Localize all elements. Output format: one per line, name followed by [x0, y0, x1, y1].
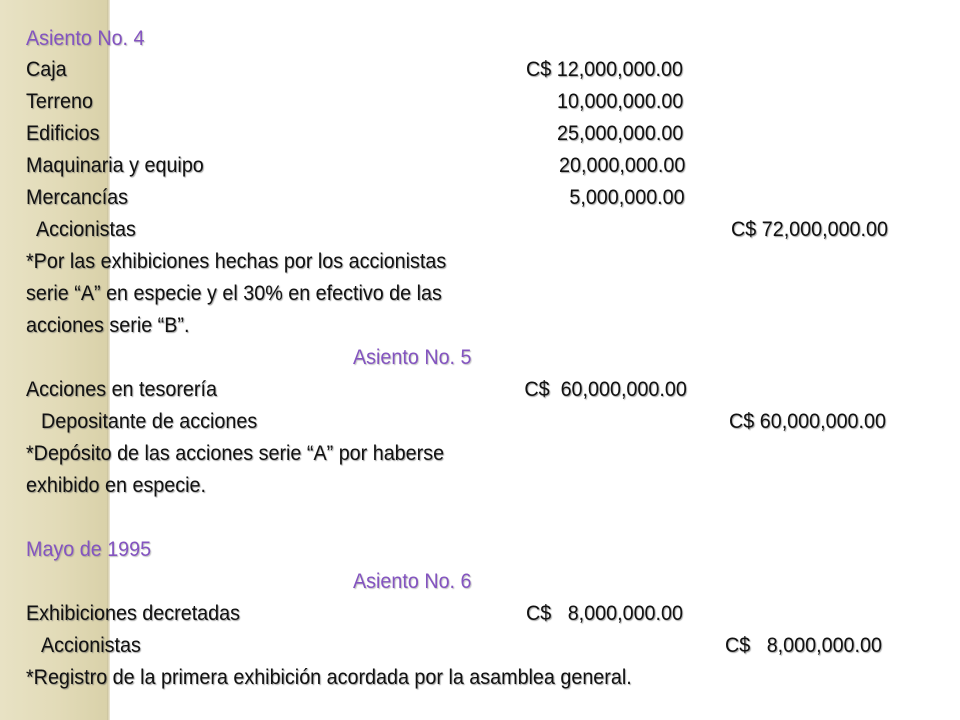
entry4-title: Asiento No. 4 — [26, 27, 145, 50]
entry5-debit-amount: C$ 60,000,000.00 — [524, 378, 687, 401]
entry4-credit-account: Accionistas — [36, 218, 136, 241]
entry5-note-line: exhibido en especie. — [26, 474, 206, 497]
entry4-credit-amount: C$ 72,000,000.00 — [731, 218, 888, 241]
entry4-account-edificios: Edificios — [26, 122, 100, 145]
entry4-debit-maquinaria: 20,000,000.00 — [558, 154, 685, 177]
entry6-debit-amount: C$ 8,000,000.00 — [526, 602, 683, 625]
entry4-note-line: *Por las exhibiciones hechas por los accionistas — [26, 250, 447, 273]
entry4-account-terreno: Terreno — [26, 90, 93, 113]
entry5-credit-account: Depositante de acciones — [41, 410, 258, 433]
entry5-title: Asiento No. 5 — [353, 346, 472, 369]
entry5-note-line: *Depósito de las acciones serie “A” por haberse — [26, 442, 445, 465]
entry4-account-maquinaria: Maquinaria y equipo — [26, 154, 204, 177]
entry5-debit-account: Acciones en tesorería — [26, 378, 217, 401]
entry6-credit-account: Accionistas — [41, 634, 141, 657]
entry4-debit-mercancias: 5,000,000.00 — [569, 186, 685, 209]
entry4-note-line: acciones serie “B”. — [26, 314, 190, 337]
entry4-account-mercancias: Mercancías — [26, 186, 129, 209]
entry6-title: Asiento No. 6 — [353, 570, 472, 593]
entry4-note-line: serie “A” en especie y el 30% en efectivo de las — [26, 282, 442, 305]
entry4-debit-caja: C$ 12,000,000.00 — [526, 58, 683, 81]
entry6-credit-amount: C$ 8,000,000.00 — [725, 634, 882, 657]
section-date: Mayo de 1995 — [26, 538, 152, 561]
entry4-debit-edificios: 25,000,000.00 — [556, 122, 683, 145]
entry4-account-caja: Caja — [26, 58, 67, 81]
entry4-debit-terreno: 10,000,000.00 — [556, 90, 683, 113]
entry6-note-line: *Registro de la primera exhibición acordada por la asamblea general. — [26, 666, 632, 689]
entry5-credit-amount: C$ 60,000,000.00 — [729, 410, 886, 433]
entry6-debit-account: Exhibiciones decretadas — [26, 602, 240, 625]
